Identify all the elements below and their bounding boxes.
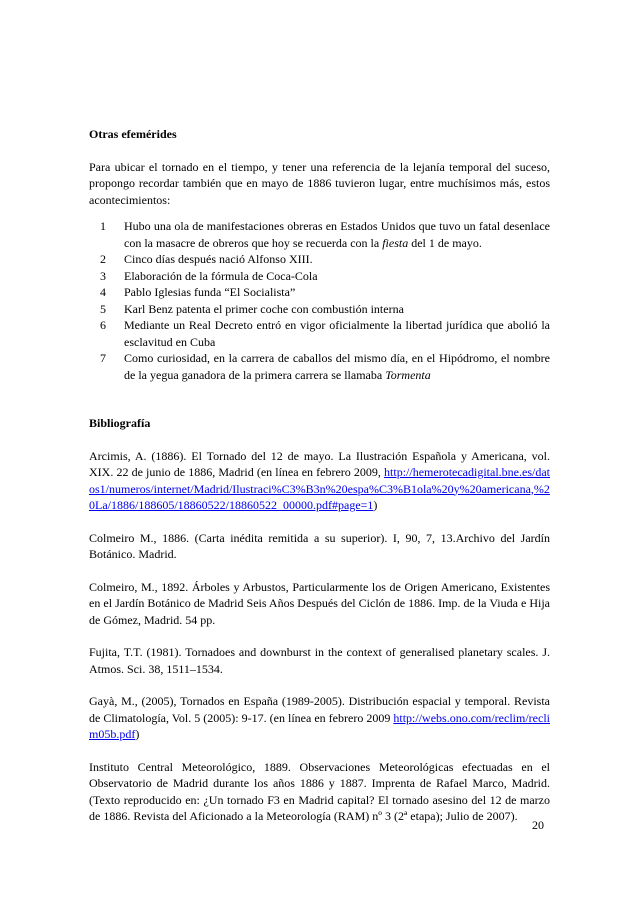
section-title-bibliografia: Bibliografía <box>89 416 151 430</box>
list-item: 3 Elaboración de la fórmula de Coca-Cola <box>100 268 318 283</box>
list-item: 2 Cinco días después nació Alfonso XIII. <box>100 252 313 266</box>
events-list <box>89 218 550 383</box>
list-item: 5 Karl Benz patenta el primer coche con combustión interna <box>100 301 404 316</box>
document-body <box>89 126 550 825</box>
intro-paragraph: Para ubicar el tornado en el tiempo, y tener una referencia de la lejanía temporal del suceso, propongo recordar también que en mayo de 1886 tuvieron lugar, entre muchísimos más, estos acontecimientos: <box>89 159 550 207</box>
list-item: 4 Pablo Iglesias funda “El Socialista” <box>100 285 296 299</box>
reference-instituto: Instituto Central Meteorológico, 1889. Observaciones Meteorológicas efectuadas en el Observatorio de Madrid durante los años 1886 y 1887. Imprenta de Rafael Marco, Madrid. (Texto reproducido en: ¿Un tornado F3 en Madrid capital? El tornado asesino del 12 de marzo de 1886. Revista del Aficionado a la Meteorología (RAM) nº 3 (2ª etapa); Julio de 2007). <box>89 759 550 823</box>
reference-colmeiro-1892: Colmeiro, M., 1892. Árboles y Arbustos, Particularmente los de Origen Americano, Existentes en el Jardín Botánico de Madrid Seis Años Después del Ciclón de 1886. Imp. de la Viuda e Hija de Gómez, Madrid. 54 pp. <box>89 579 550 627</box>
list-item: 7 Como curiosidad, en la carrera de caballos del mismo día, en el Hipódromo, el nombre de la yegua ganadora de la primera carrera se llamaba Tormenta <box>100 351 550 382</box>
section-title-efemerides: Otras efemérides <box>89 127 177 141</box>
reference-gaya: Gayà, M., (2005), Tornados en España (1989-2005). Distribución espacial y temporal. Revista de Climatología, Vol. 5 (2005): 9-17. (en línea en febrero 2009 http://webs.ono.com/reclim/reclim05b.pdf) <box>89 694 550 741</box>
reference-fujita: Fujita, T.T. (1981). Tornadoes and downburst in the context of generalised planetary scales. J. Atmos. Sci. 38, 1511–1534. <box>89 645 550 676</box>
reference-link[interactable]: http://webs.ono.com/reclim/reclim05b.pdf <box>89 710 550 741</box>
reference-colmeiro-1886: Colmeiro M., 1886. (Carta inédita remitida a su superior). I, 90, 7, 13.Archivo del Jardín Botánico. Madrid. <box>89 530 550 561</box>
reference-link[interactable]: http://hemerotecadigital.bne.es/datos1/numeros/internet/Madrid/Ilustraci%C3%B3n%20espa%C3%B1ola%20y%20americana,%20La/1886/188605/18860522/18860522_00000.pdf#page=1 <box>89 465 550 512</box>
list-item: 6 Mediante un Real Decreto entró en vigor oficialmente la libertad jurídica que abolió la esclavitud en Cuba <box>100 318 550 349</box>
list-item: 1 Hubo una ola de manifestaciones obreras en Estados Unidos que tuvo un fatal desenlace con la masacre de obreros que hoy se recuerda con la fiesta del 1 de mayo. <box>100 219 550 250</box>
reference-arcimis: Arcimis, A. (1886). El Tornado del 12 de mayo. La Ilustración Española y Americana, vol. XIX. 22 de junio de 1886, Madrid (en línea en febrero 2009, http://hemerotecadigital.bne.es/datos1/numeros/internet/Madrid/Ilustraci%C3%B3n%20espa%C3%B1ola%20y%20americana,%20La/1886/188605/18860522/18860522_00000.pdf#page=1) <box>89 448 550 512</box>
page-number: 20 <box>532 818 544 832</box>
